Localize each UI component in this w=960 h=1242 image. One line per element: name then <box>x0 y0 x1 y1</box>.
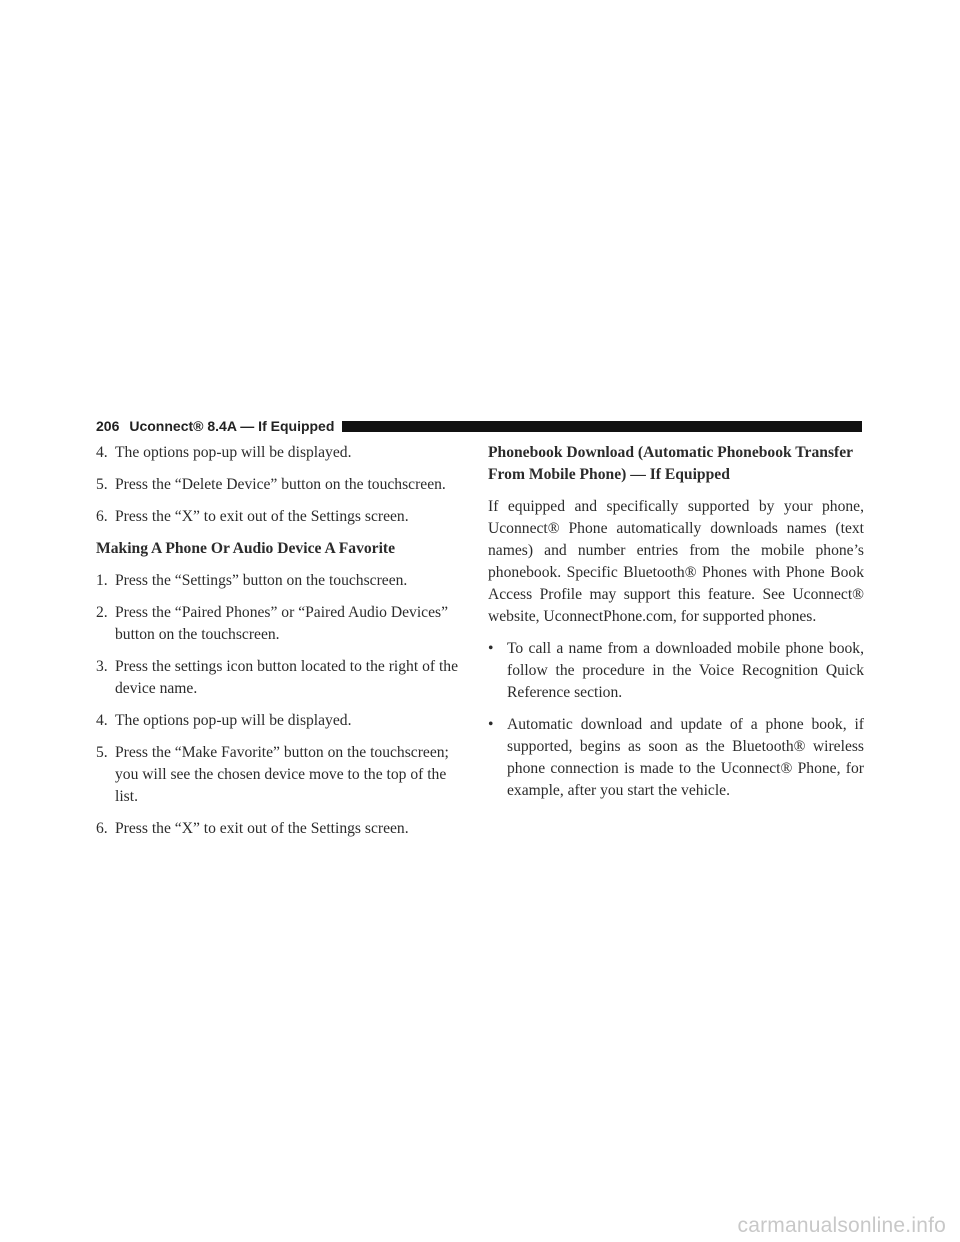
step-number: 2. <box>96 604 108 621</box>
step-number: 1. <box>96 572 108 589</box>
step-text: Press the “Make Favorite” button on the touchscreen; you will see the chosen device move to the top of the list. <box>115 744 449 805</box>
page-number: 206 <box>96 418 120 434</box>
list-item <box>96 474 472 496</box>
step-text: Press the “X” to exit out of the Settings screen. <box>115 508 409 525</box>
list-item <box>96 818 472 840</box>
right-column <box>488 442 864 812</box>
list-item <box>96 602 472 646</box>
header-rule <box>342 421 862 432</box>
bullet-text: Automatic download and update of a phone book, if supported, begins as soon as the Bluetooth® wireless phone connection is made to the Uconnect® Phone, for example, after you start the vehicle. <box>507 716 864 799</box>
left-column <box>96 442 472 850</box>
list-item <box>96 742 472 808</box>
list-item <box>96 442 472 464</box>
step-text: Press the “Paired Phones” or “Paired Audio Devices” button on the touchscreen. <box>115 604 449 643</box>
list-item <box>96 656 472 700</box>
list-item <box>96 570 472 592</box>
step-text: The options pop-up will be displayed. <box>115 712 352 729</box>
step-number: 5. <box>96 744 108 761</box>
bullet-item <box>488 638 864 704</box>
section-heading: Making A Phone Or Audio Device A Favorite <box>96 540 396 557</box>
step-number: 4. <box>96 444 108 461</box>
step-number: 4. <box>96 712 108 729</box>
step-text: Press the “X” to exit out of the Settings screen. <box>115 820 409 837</box>
step-text: Press the “Settings” button on the touchscreen. <box>115 572 408 589</box>
step-text: The options pop-up will be displayed. <box>115 444 352 461</box>
step-number: 6. <box>96 508 108 525</box>
step-number: 6. <box>96 820 108 837</box>
section-heading: Phonebook Download (Automatic Phonebook Transfer From Mobile Phone) — If Equipped <box>488 444 853 483</box>
step-number: 3. <box>96 658 108 675</box>
step-text: Press the “Delete Device” button on the touchscreen. <box>115 476 446 493</box>
list-item <box>96 506 472 528</box>
watermark: carmanualsonline.info <box>737 1214 946 1237</box>
step-number: 5. <box>96 476 108 493</box>
list-item <box>96 710 472 732</box>
body-paragraph: If equipped and specifically supported by your phone, Uconnect® Phone automatically downloads names (text names) and number entries from the mobile phone’s phonebook. Specific Bluetooth® Phones with Phone Book Access Profile may support this feature. See Uconnect® website, UconnectPhone.com, for supported phones. <box>488 498 864 625</box>
running-title: Uconnect® 8.4A — If Equipped <box>129 418 335 434</box>
bullet-symbol: • <box>488 716 494 733</box>
page-header <box>96 418 862 434</box>
step-text: Press the settings icon button located to the right of the device name. <box>115 658 459 697</box>
bullet-item <box>488 714 864 802</box>
bullet-text: To call a name from a downloaded mobile phone book, follow the procedure in the Voice Recognition Quick Reference section. <box>507 640 864 701</box>
bullet-symbol: • <box>488 640 494 657</box>
